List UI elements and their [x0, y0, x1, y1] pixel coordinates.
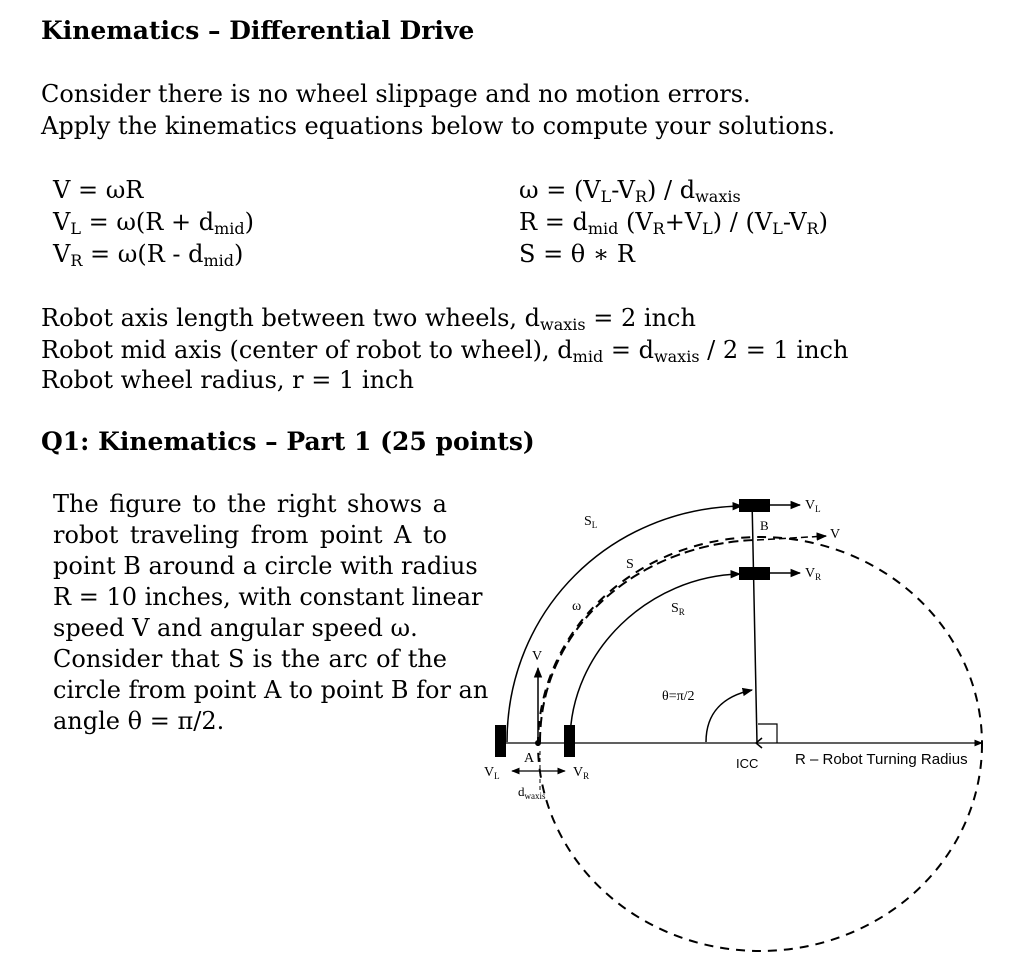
label-theta: θ=π/2: [662, 689, 695, 704]
turning-circle: [538, 537, 982, 951]
paragraph-line: point B around a circle with radius: [53, 552, 478, 580]
right-wheel-b: [739, 567, 770, 580]
left-wheel-b: [739, 499, 770, 512]
paragraph-line: The figure to the right shows a: [53, 490, 447, 518]
theta-arc: [706, 690, 752, 742]
label-a: A: [524, 751, 535, 766]
label-b: B: [760, 518, 769, 533]
equation-s: S = θ ∗ R: [519, 240, 635, 268]
paragraph-line: angle θ = π/2.: [53, 707, 225, 735]
label-omega: ω: [572, 599, 582, 614]
paragraph-line: circle from point A to point B for an: [53, 676, 489, 704]
equation-omega: ω = (VL-VR) / dwaxis: [519, 176, 741, 206]
paragraph-line: robot traveling from point A to: [53, 521, 447, 549]
page-title: Kinematics – Differential Drive: [41, 16, 475, 45]
label-turning-radius: R – Robot Turning Radius: [795, 751, 968, 768]
label-s: S: [626, 557, 634, 572]
given-axis-length: Robot axis length between two wheels, dwaxis = 2 inch: [41, 304, 696, 334]
intro-line-1: Consider there is no wheel slippage and no motion errors.: [41, 80, 751, 108]
paragraph-line: Consider that S is the arc of the: [53, 645, 447, 673]
intro-line-2: Apply the kinematics equations below to compute your solutions.: [41, 112, 836, 140]
label-vl-bottom: $V_L$: [484, 765, 500, 781]
label-sr: $S_R$: [671, 601, 685, 617]
arc-sr: [570, 574, 740, 742]
equation-v-omega-r: V = ωR: [53, 176, 144, 204]
label-vr-bottom: $V_R$: [573, 765, 590, 781]
given-wheel-radius: Robot wheel radius, r = 1 inch: [41, 366, 414, 394]
right-angle-marker: [758, 724, 777, 743]
paragraph-line: speed V and angular speed ω.: [53, 614, 418, 642]
paragraph-line: R = 10 inches, with constant linear: [53, 583, 483, 611]
label-sl: $S_L$: [584, 514, 598, 530]
label-dwaxis: $d_{waxis}$: [518, 784, 546, 801]
label-v-up: V: [532, 649, 543, 664]
vertical-axis: [752, 499, 757, 743]
equation-vl: VL = ω(R + dmid): [53, 208, 254, 238]
equation-r: R = dmid (VR+VL) / (VL-VR): [519, 208, 828, 238]
label-icc: ICC: [736, 756, 759, 771]
given-mid-axis: Robot mid axis (center of robot to wheel), dmid = dwaxis / 2 = 1 inch: [41, 336, 849, 366]
q1-heading: Q1: Kinematics – Part 1 (25 points): [41, 427, 535, 456]
equation-vr: VR = ω(R - dmid): [53, 240, 244, 270]
label-vl-top: $V_L$: [805, 498, 821, 514]
label-vr-top: $V_R$: [805, 566, 822, 582]
left-wheel-a: [495, 725, 506, 757]
right-wheel-a: [564, 725, 575, 757]
label-v-top: V: [830, 527, 841, 542]
point-a: [535, 740, 541, 746]
